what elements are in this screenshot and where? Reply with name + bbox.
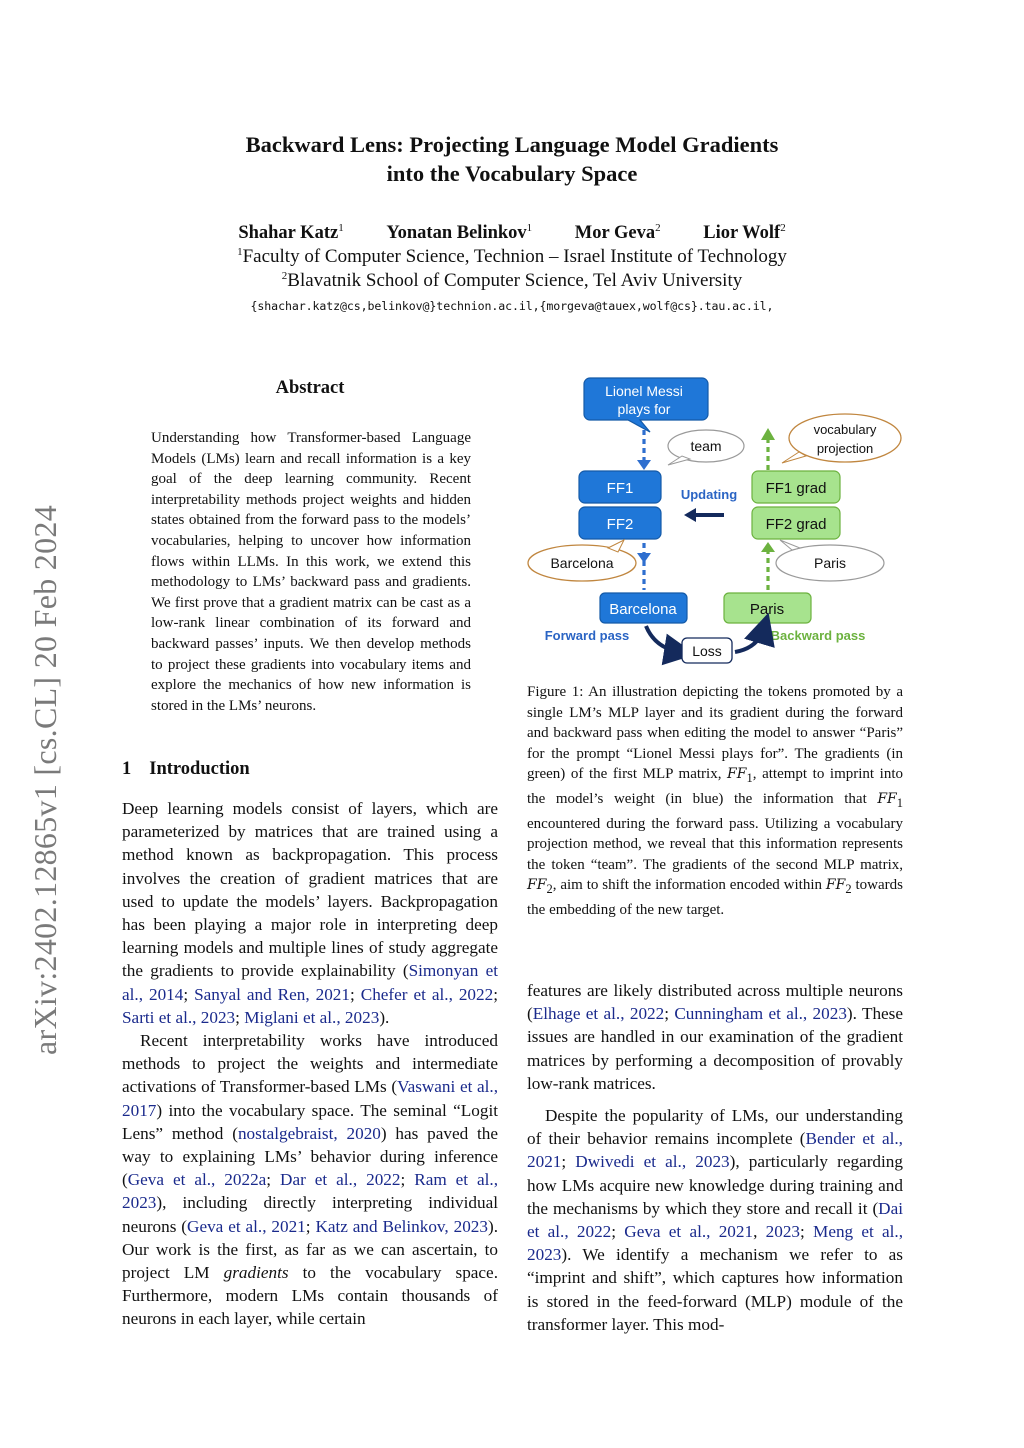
ff2-label: FF2 <box>606 516 634 533</box>
barcelona-bubble-label: Barcelona <box>550 555 614 571</box>
citation-link[interactable]: Simonyan et al., 2014 <box>122 961 498 1004</box>
ff2-block <box>579 507 661 539</box>
ff1-grad-block <box>752 471 840 503</box>
title-line-2: into the Vocabulary Space <box>386 161 638 186</box>
loss-box <box>682 638 732 663</box>
paris-target-block <box>724 593 811 623</box>
citation-link[interactable]: Geva et al., 2021 <box>624 1222 754 1242</box>
citation-link[interactable]: Geva et al., 2022a <box>127 1170 267 1190</box>
loss-label: Loss <box>692 643 722 659</box>
citation-link[interactable]: Miglani et al., 2023 <box>244 1007 380 1027</box>
citation-link[interactable]: Sarti et al., 2023 <box>122 1007 236 1027</box>
paragraph: features are likely distributed across multiple neurons (Elhage et al., 2022; Cunningham et al., 2023). These issues are handled in our examination of the gradient matrices by performing a decomposition of provably low-rank matrices. <box>527 981 904 1093</box>
citation-link[interactable]: Cunningham et al., 2023 <box>674 1004 847 1024</box>
arrowhead <box>761 428 775 440</box>
paris-bubble-label: Paris <box>814 555 846 571</box>
team-bubble <box>668 430 744 465</box>
citation-link[interactable]: Dai et al., 2022 <box>527 1198 903 1242</box>
paris-target-label: Paris <box>749 601 785 618</box>
barcelona-output-block <box>600 593 687 623</box>
forward-pass-label: Forward pass <box>544 628 630 643</box>
paper-title <box>0 130 1024 188</box>
citation-link[interactable]: Geva et al., 2021 <box>187 1216 306 1236</box>
paragraph: Recent interpretability works have introduced methods to project the weights and intermediate activations of Transformer-based LMs (Vaswani et al., 2017) into the vocabulary space. The seminal “Logit Lens” method (nostalgebraist, 2020) has paved the way to explaining LMs’ behavior during inference (Geva et al., 2022a; Dar et al., 2022; Ram et al., 2023), including directly interpreting individual neurons (Geva et al., 2021; Katz and Belinkov, 2023). Our work is the first, as far as we can ascertain, to project LM gradients to the vocabulary space. Furthermore, modern LMs contain thousands of neurons in each layer, while certain <box>122 1031 499 1329</box>
citation-link[interactable]: 2023 <box>765 1222 800 1242</box>
citation-link[interactable]: Elhage et al., 2022 <box>532 1004 665 1024</box>
citation-link[interactable]: Bender et al., 2021 <box>527 1129 903 1172</box>
vocab-line-2: projection <box>816 441 874 456</box>
right-column-text <box>527 979 903 1336</box>
author-1: Shahar Katz$^1$ <box>238 222 344 243</box>
ff1-label: FF1 <box>606 480 634 497</box>
barcelona-bubble <box>528 540 636 581</box>
paragraph: Despite the popularity of LMs, our understanding of their behavior remains incomplete (Bender et al., 2021; Dwivedi et al., 2023), particularly regarding how LMs acquire new knowledge during training and the mechanisms by which they store and recall it (Dai et al., 2022; Geva et al., 2021, 2023; Meng et al., 2023). We identify a mechanism we refer to as “imprint and shift”, which captures how information is stored in the feed-forward (MLP) module of the transformer layer. This mod- <box>527 1106 904 1334</box>
citation-link[interactable]: Vaswani et al., 2017 <box>122 1077 498 1120</box>
ff2-grad-label: FF2 grad <box>765 516 827 533</box>
vocab-projection-bubble <box>782 414 901 463</box>
backward-pass-label: Backward pass <box>770 628 866 643</box>
left-column-text <box>122 797 498 1331</box>
author-emails: {shachar.katz@cs,belinkov@}technion.ac.il,{morgeva@tauex,wolf@cs}.tau.ac.il, <box>250 299 774 313</box>
barcelona-output-label: Barcelona <box>609 601 677 618</box>
prompt-box <box>584 378 708 432</box>
title-line-1: Backward Lens: Projecting Language Model Gradients <box>245 132 779 157</box>
arxiv-identifier: arXiv:2402.12865v1 [cs.CL] 20 Feb 2024 <box>27 505 63 1056</box>
arrowhead <box>761 542 775 552</box>
citation-link[interactable]: Chefer et al., 2022 <box>360 984 494 1004</box>
figure-caption: Figure 1: An illustration depicting the tokens promoted by a single LM’s MLP layer and its gradient during the forward and backward pass when editing the model to answer “Paris” for the prompt “Lionel Messi plays for”. The gradients (in green) of the first MLP matrix, $FF_1$, attempt to imprint into the model’s weight (in blue) the information that $FF_1$ encountered during the forward pass. Utilizing a vocabulary projection method, we reveal that this information represents the token “team”. The gradients of the second MLP matrix, $FF_2$, aim to shift the information encoded within $FF_2$ towards the embedding of the new target. <box>527 684 904 918</box>
arrowhead <box>684 508 696 522</box>
citation-link[interactable]: Sanyal and Ren, 2021 <box>194 984 350 1004</box>
paragraph: Deep learning models consist of layers, which are parameterized by matrices that are trained using a method known as backpropagation. This process involves the creation of gradient matrices that are used to update the models’ layers. Backpropagation has been playing a major role in interpreting deep learning models and multiple lines of study aggregate the gradients to provide explainability (Simonyan et al., 2014; Sanyal and Ren, 2021; Chefer et al., 2022; Sarti et al., 2023; Miglani et al., 2023). <box>122 799 498 1027</box>
prompt-line-2: plays for <box>617 401 671 417</box>
citation-link[interactable]: Ram et al., 2023 <box>122 1170 499 1213</box>
abstract-text: Understanding how Transformer-based Language Models (LMs) learn and recall information is a key goal of the deep learning community. Recent interpretability methods project weights and hidden states obtained from the forward pass to the models’ vocabularies, helping to uncover how information flows within LLMs. In this work, we extend this methodology to LMs’ backward pass and gradients. We first prove that a gradient matrix can be cast as a low-rank linear combination of its forward and backward passes’ inputs. We then develop methods to project these gradients into vocabulary items and explore the mechanics of how new information is stored in the LMs’ neurons. <box>151 430 471 714</box>
vocab-line-1: vocabulary <box>813 422 877 437</box>
citation-link[interactable]: Dar et al., 2022 <box>280 1170 401 1190</box>
figure-1-diagram <box>524 372 904 672</box>
author-3: Mor Geva$^2$ <box>574 222 661 243</box>
abstract-heading: Abstract <box>275 378 345 398</box>
ff2-grad-block <box>752 507 840 539</box>
author-list <box>0 222 1024 244</box>
citation-link[interactable]: Dwivedi et al., 2023 <box>575 1152 730 1172</box>
arrowhead <box>637 553 651 563</box>
arrowhead <box>637 460 651 470</box>
paris-bubble <box>776 540 884 581</box>
ff1-block <box>579 471 661 503</box>
affiliation-2: $^2$Blavatnik School of Computer Science, Tel Aviv University <box>281 270 743 291</box>
updating-label: Updating <box>680 487 738 502</box>
loss-arrow-out <box>735 628 764 652</box>
citation-link[interactable]: nostalgebraist, 2020 <box>237 1123 381 1143</box>
team-label: team <box>690 438 722 454</box>
author-4: Lior Wolf$^2$ <box>703 222 786 243</box>
citation-link[interactable]: Meng et al., 2023 <box>527 1222 904 1265</box>
citation-link[interactable]: Katz and Belinkov, 2023 <box>315 1216 488 1236</box>
section-heading: 1 Introduction <box>122 759 250 779</box>
prompt-line-1: Lionel Messi <box>605 383 683 399</box>
affiliation-1: $^1$Faculty of Computer Science, Technion – Israel Institute of Technology <box>237 246 787 267</box>
ff1-grad-label: FF1 grad <box>765 480 827 497</box>
loss-arrow-in <box>646 626 680 652</box>
author-2: Yonatan Belinkov$^1$ <box>386 222 533 243</box>
